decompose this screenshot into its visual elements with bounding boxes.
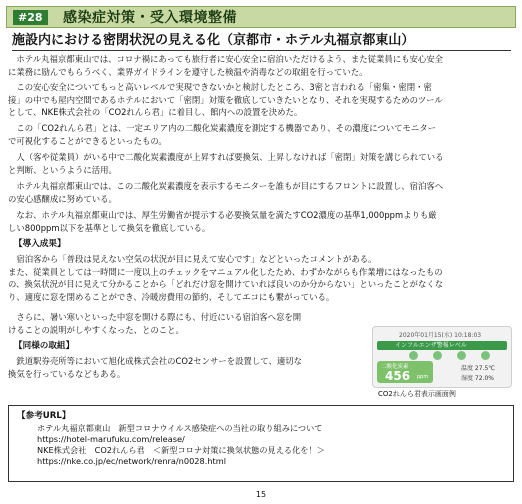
- face-icon: [433, 351, 442, 360]
- face-icon: [457, 351, 466, 360]
- co2-label: 二酸化炭素: [381, 364, 409, 370]
- face-icon: [409, 351, 418, 360]
- reference-url[interactable]: https://hotel-marufuku.com/release/: [37, 434, 185, 444]
- co2-monitor-screen: [372, 326, 512, 388]
- temperature-readout: 温度 27.5℃: [461, 365, 496, 372]
- reference-line: ホテル丸福京都東山 新型コロナウイルス感染症への当社の取り組みについて: [37, 423, 323, 433]
- reference-title: 【参考URL】: [17, 411, 71, 421]
- co2-value: 456: [385, 369, 411, 383]
- effect-heading: 【導入成果】: [14, 239, 66, 249]
- case-number-badge: #28: [13, 10, 48, 25]
- similar-text: 鉄道駅券売所等において旭化成株式会社のCO2センサーを設置して、適切な 換気を行っているなどもある。: [8, 356, 302, 379]
- case-subtitle: 施設内における密閉状況の見える化（京都市・ホテル丸福京都東山）: [12, 33, 415, 48]
- paragraph-1: ホテル丸福京都東山では、コロナ禍にあっても旅行者に安心安全に宿泊いただけるよう、また従業員にも安心安全 に業務に励んでもらうべく、業界ガイドラインを遵守した検温や消毒などの取組を行っていた。: [8, 54, 444, 77]
- monitor-alert-text: インフルエンザ警報レベル: [395, 342, 467, 349]
- face-icon: [481, 351, 490, 360]
- subtitle-underline: [12, 50, 511, 51]
- effect-text: 宿泊客から「普段は見えない空気の状況が目に見えて安心です」などといったコメントがある。 また、従業員としては一時間に一度以上のチェックをマニュアル化したため、わずかながらも作業増にはなったもの の、換気状況が目に見えて分かることから「どれだけ窓を開けていれば良いのか分からない」といったことがなくな り、適度に窓を閉めることができ、冷暖房費用の節約、そしてエコにも繋がっている。: [8, 254, 444, 302]
- co2-unit: ppm: [417, 374, 429, 380]
- co2-readout: [377, 361, 433, 383]
- effect-extra-text: さらに、暑い寒いといった中窓を開ける際にも、付近にいる宿泊客へ窓を開 けることの説明がしやすくなった、とのこと。: [8, 312, 302, 335]
- paragraph-5: ホテル丸福京都東山では、この二酸化炭素濃度を表示するモニターを誰もが目にするフロントに設置し、宿泊客へ の安心感醸成に努めている。: [8, 181, 444, 204]
- monitor-date: 2020年01月15(水) 10:18:03: [399, 332, 482, 339]
- reference-url[interactable]: https://nke.co.jp/ec/network/renra/n0028.html: [37, 456, 226, 466]
- figure-caption: CO2れんら君表示画面例: [378, 390, 456, 398]
- similar-heading: 【同様の取組】: [14, 341, 75, 351]
- reference-line: NKE株式会社 CO2れんら君 ＜新型コロナ対策に換気状態の見える化を！＞: [37, 445, 325, 455]
- page-number: 15: [255, 490, 267, 499]
- paragraph-3: この「CO2れんら君」とは、一定エリア内の二酸化炭素濃度を測定する機器であり、その濃度についてモニター で可視化することができるといったもの。: [8, 123, 436, 146]
- paragraph-2: この安心安全についてもっと高いレベルで実現できないかと検討したところ、3密と言われる「密集・密閉・密 接」の中でも屋内空間であるホテルにおいて「密閉」対策を徹底していきたいとなり、それを実現するためのツール として、NKE株式会社の「CO2れんら君」に着目し、館内への設置を決めた。: [8, 82, 443, 118]
- section-title: 感染症対策・受入環境整備: [63, 10, 237, 26]
- paragraph-6: なお、ホテル丸福京都東山では、厚生労働省が提示する必要換気量を満たすCO2濃度の基準1,000ppmよりも厳 しい800ppm以下を基準として換気を徹底している。: [8, 210, 437, 233]
- humidity-readout: 湿度 72.0%: [461, 375, 494, 382]
- monitor-alert-band: [377, 341, 507, 350]
- section-header: [6, 6, 516, 28]
- paragraph-4: 人（客や従業員）がいる中で二酸化炭素濃度が上昇すれば要換気、上昇しなければ「密閉」対策を講じられている と判断、というように活用。: [8, 152, 444, 175]
- reference-box: [8, 405, 514, 482]
